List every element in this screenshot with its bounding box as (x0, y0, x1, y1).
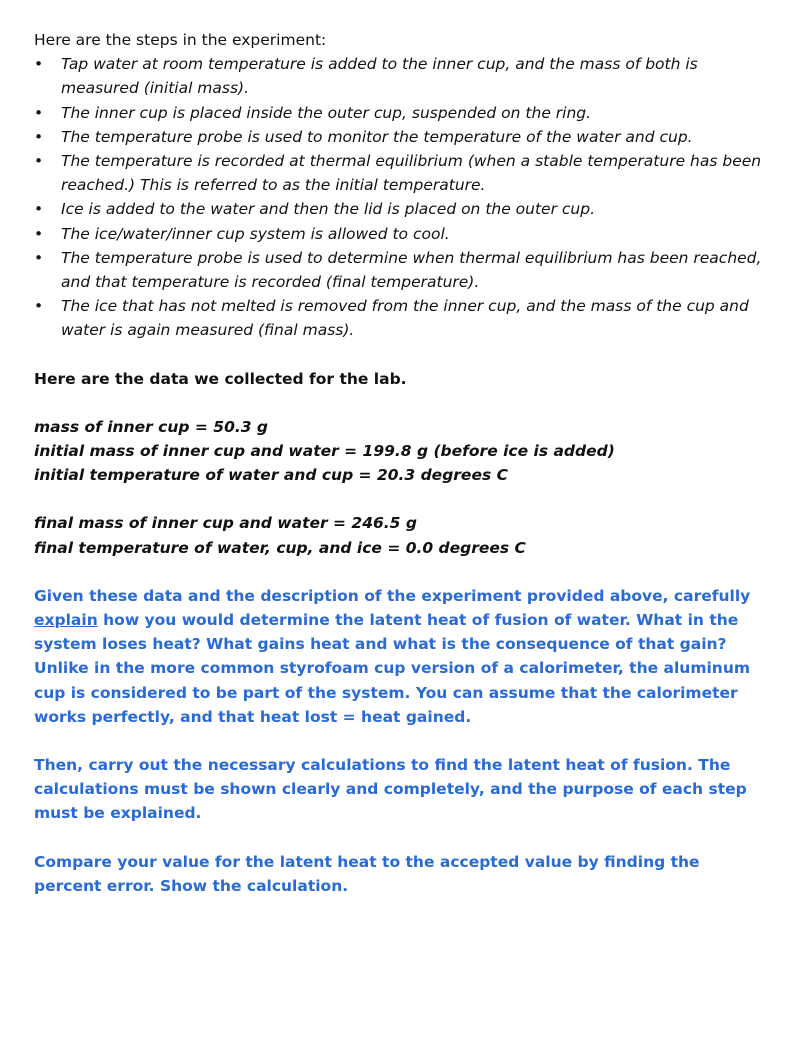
bullet-icon: • (34, 200, 44, 219)
step-item (34, 197, 764, 221)
spacer (34, 391, 764, 415)
data-line-initial-temp: initial temperature of water and cup = 20.3 degrees C (34, 466, 508, 485)
bullet-icon: • (34, 127, 44, 146)
bullet-icon: • (34, 297, 44, 316)
bullet-icon: • (34, 103, 44, 122)
data-heading: Here are the data we collected for the lab. (34, 369, 407, 388)
bullet-icon: • (34, 152, 44, 171)
step-item (34, 52, 764, 100)
data-line-cup-mass: mass of inner cup = 50.3 g (34, 417, 269, 436)
step-text: The ice/water/inner cup system is allowed to cool. (61, 224, 450, 243)
step-text: The inner cup is placed inside the outer cup, suspended on the ring. (61, 103, 592, 122)
bullet-icon: • (34, 224, 44, 243)
explain-emphasis: explain (34, 611, 98, 630)
step-text: The ice that has not melted is removed from the inner cup, and the mass of the cup and water is again measured (final mass). (61, 297, 749, 340)
question-percent-error: Compare your value for the latent heat to the accepted value by finding the percent error. Show the calculation. (34, 852, 700, 895)
spacer (34, 560, 764, 584)
data-line-initial-mass: initial mass of inner cup and water = 199.8 g (before ice is added) (34, 442, 615, 461)
data-line-final-temp: final temperature of water, cup, and ice = 0.0 degrees C (34, 538, 526, 557)
step-item (34, 246, 764, 294)
steps-list (34, 52, 764, 342)
question-explain-end: how you would determine the latent heat of fusion of water. What in the system loses heat? What gains heat and what is the consequence of that gain? Unlike in the more common styrofoam cup version of a calorimeter, the aluminum cup is considered to be part of the system. You can assume that the calorimeter works perfectly, and that heat lost = heat gained. (34, 611, 751, 726)
spacer (34, 487, 764, 511)
step-text: The temperature is recorded at thermal equilibrium (when a stable temperature has been reached.) This is referred to as the initial temperature. (61, 152, 762, 195)
spacer (34, 826, 764, 850)
document-page (34, 28, 764, 898)
question-calculate: Then, carry out the necessary calculations to find the latent heat of fusion. The calculations must be shown clearly and completely, and the purpose of each step must be explained. (34, 756, 747, 823)
spacer (34, 343, 764, 367)
step-text: The temperature probe is used to monitor the temperature of the water and cup. (61, 127, 693, 146)
steps-intro: Here are the steps in the experiment: (34, 31, 327, 49)
step-item (34, 125, 764, 149)
bullet-icon: • (34, 248, 44, 267)
bullet-icon: • (34, 55, 44, 74)
data-line-final-mass: final mass of inner cup and water = 246.5 g (34, 514, 417, 533)
step-item (34, 149, 764, 197)
step-text: The temperature probe is used to determine when thermal equilibrium has been reached, and that temperature is recorded (final temperature). (61, 248, 762, 292)
question-explain (34, 584, 764, 729)
step-text: Tap water at room temperature is added to the inner cup, and the mass of both is measured (initial mass). (61, 55, 698, 98)
spacer (34, 729, 764, 753)
step-item (34, 222, 764, 246)
step-item (34, 101, 764, 125)
step-item (34, 294, 764, 342)
step-text: Ice is added to the water and then the lid is placed on the outer cup. (61, 200, 596, 219)
question-explain-start: Given these data and the description of the experiment provided above, carefully (34, 586, 751, 605)
